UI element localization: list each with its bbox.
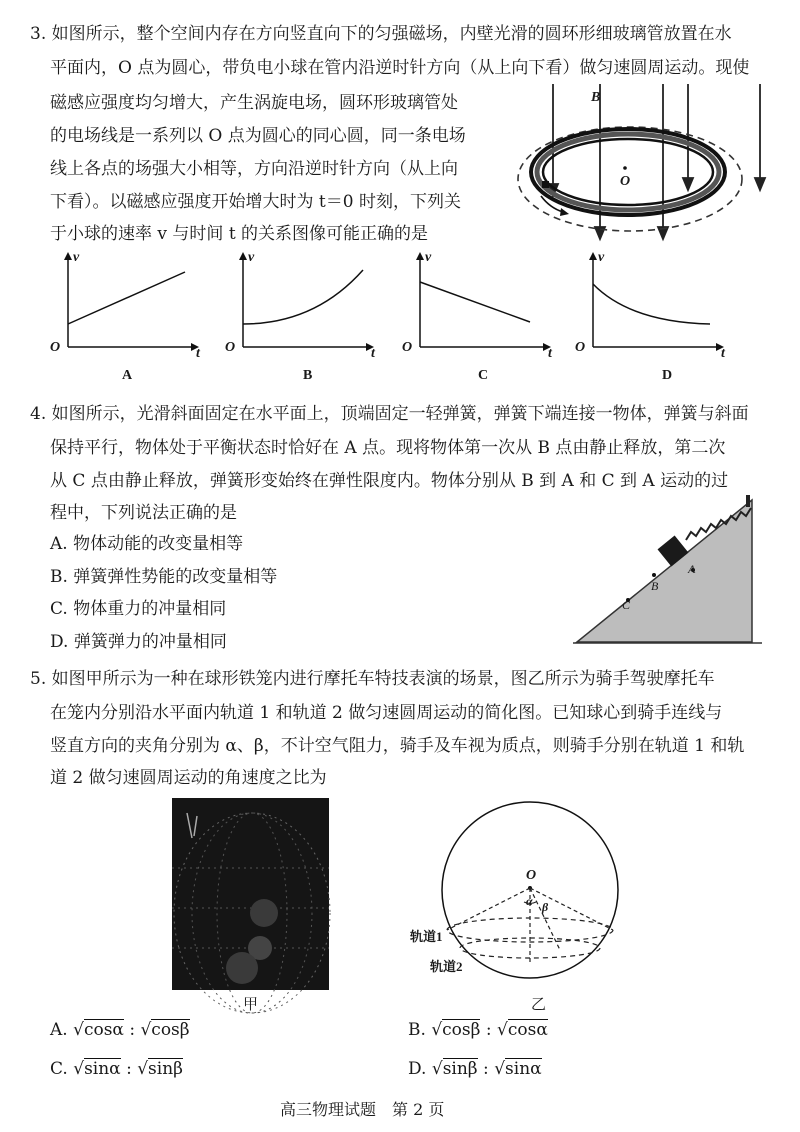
q5-option-c: C. √sinα : √sinβ bbox=[50, 1059, 183, 1079]
graph-b-v-label: v bbox=[248, 250, 255, 265]
q5-option-a: A. √cosα : √cosβ bbox=[50, 1020, 190, 1040]
q5-line-4: 道 2 做匀速圆周运动的角速度之比为 bbox=[50, 768, 327, 788]
q5-option-d: D. √sinβ : √sinα bbox=[408, 1059, 542, 1079]
q5-option-b-letter: B. bbox=[408, 1020, 426, 1040]
figure-yi-caption: 乙 bbox=[531, 995, 547, 1013]
graph-c-option: C bbox=[478, 368, 489, 383]
q3-line-4: 的电场线是一系列以 O 点为圆心的同心圆，同一条电场 bbox=[50, 126, 466, 146]
graph-b-option: B bbox=[303, 368, 313, 383]
motorcycle-cage-photo bbox=[172, 798, 329, 990]
graph-a-origin: O bbox=[50, 340, 61, 355]
q3-line-5: 线上各点的场强大小相等，方向沿逆时针方向（从上向 bbox=[50, 159, 458, 179]
graph-a-v-label: v bbox=[73, 250, 80, 265]
graph-c-t-label: t bbox=[548, 346, 552, 361]
q5-option-d-left: sinβ bbox=[442, 1059, 478, 1079]
graph-d-v-label: v bbox=[598, 250, 605, 265]
magnetic-field-label: B bbox=[591, 90, 601, 105]
incline-point-b: B bbox=[651, 579, 659, 593]
ring-center-label: O bbox=[620, 174, 631, 189]
incline-point-c: C bbox=[622, 598, 631, 612]
q3-line-1: 3. 如图所示，整个空间内存在方向竖直向下的匀强磁场，内壁光滑的圆环形细玻璃管放置在水 bbox=[30, 24, 732, 44]
graph-c bbox=[412, 252, 552, 357]
q4-line-3: 从 C 点由静止释放，弹簧形变始终在弹性限度内。物体分别从 B 到 A 和 C 到 A 运动的过 bbox=[50, 471, 729, 491]
q5-line-1: 5. 如图甲所示为一种在球形铁笼内进行摩托车特技表演的场景，图乙所示为骑手驾驶摩托车 bbox=[30, 669, 715, 689]
graph-c-origin: O bbox=[402, 340, 413, 355]
sphere-center-label: O bbox=[526, 868, 537, 883]
q3-line-7: 于小球的速率 v 与时间 t 的关系图像可能正确的是 bbox=[50, 224, 429, 244]
q3-line-2: 平面内，O 点为圆心，带负电小球在管内沿逆时针方向（从上向下看）做匀速圆周运动。现使 bbox=[50, 58, 750, 78]
q4-option-b: B. 弹簧弹性势能的改变量相等 bbox=[50, 567, 278, 587]
figure-jia-caption: 甲 bbox=[243, 995, 259, 1013]
q4-option-c: C. 物体重力的冲量相同 bbox=[50, 599, 227, 619]
q5-option-a-letter: A. bbox=[50, 1020, 68, 1040]
incline-figure bbox=[572, 495, 767, 650]
q5-option-b: B. √cosβ : √cosα bbox=[408, 1020, 548, 1040]
q5-line-2: 在笼内分别沿水平面内轨道 1 和轨道 2 做匀速圆周运动的简化图。已知球心到骑手连线与 bbox=[50, 703, 723, 723]
q5-line-3: 竖直方向的夹角分别为 α、β，不计空气阻力，骑手及车视为质点，则骑手分别在轨道 1 和轨 bbox=[50, 736, 745, 756]
q4-option-d: D. 弹簧弹力的冲量相同 bbox=[50, 632, 227, 652]
q4-line-1: 4. 如图所示，光滑斜面固定在水平面上，顶端固定一轻弹簧，弹簧下端连接一物体，弹簧与斜面 bbox=[30, 404, 749, 424]
graph-a bbox=[60, 252, 200, 357]
magnetic-ring-figure bbox=[505, 84, 785, 244]
q5-option-c-letter: C. bbox=[50, 1059, 68, 1079]
q5-option-b-left: cosβ bbox=[442, 1020, 481, 1040]
q4-line-4: 程中，下列说法正确的是 bbox=[50, 503, 237, 523]
graph-b-origin: O bbox=[225, 340, 236, 355]
incline-point-a: A bbox=[688, 562, 696, 576]
angle-alpha-label: α bbox=[526, 894, 533, 908]
q4-option-a: A. 物体动能的改变量相等 bbox=[50, 534, 244, 554]
q5-option-c-right: sinβ bbox=[148, 1059, 183, 1079]
q5-option-d-right: sinα bbox=[505, 1059, 542, 1079]
q5-option-d-letter: D. bbox=[408, 1059, 427, 1079]
graph-d-option: D bbox=[662, 368, 673, 383]
sphere-track-diagram bbox=[440, 800, 620, 980]
graph-d-t-label: t bbox=[721, 346, 725, 361]
graph-a-t-label: t bbox=[196, 346, 200, 361]
q5-option-b-right: cosα bbox=[507, 1020, 548, 1040]
graph-d-origin: O bbox=[575, 340, 586, 355]
track-1-label: 轨道1 bbox=[410, 929, 443, 944]
angle-beta-label: β bbox=[542, 900, 549, 914]
page-footer: 高三物理试题 第 2 页 bbox=[280, 1100, 445, 1119]
q5-option-a-left: cosα bbox=[83, 1020, 124, 1040]
q3-line-3: 磁感应强度均匀增大，产生涡旋电场，圆环形玻璃管处 bbox=[50, 93, 458, 113]
q5-option-c-left: sinα bbox=[84, 1059, 121, 1079]
graph-b bbox=[235, 252, 375, 357]
graph-c-v-label: v bbox=[425, 250, 432, 265]
track-2-label: 轨道2 bbox=[430, 959, 463, 974]
q5-option-a-right: cosβ bbox=[151, 1020, 190, 1040]
graph-b-t-label: t bbox=[371, 346, 375, 361]
graph-a-option: A bbox=[122, 368, 133, 383]
graph-d bbox=[585, 252, 725, 357]
q4-line-2: 保持平行，物体处于平衡状态时恰好在 A 点。现将物体第一次从 B 点由静止释放，第二次 bbox=[50, 438, 726, 458]
q3-line-6: 下看）。以磁感应强度开始增大时为 t＝0 时刻，下列关 bbox=[50, 192, 461, 212]
